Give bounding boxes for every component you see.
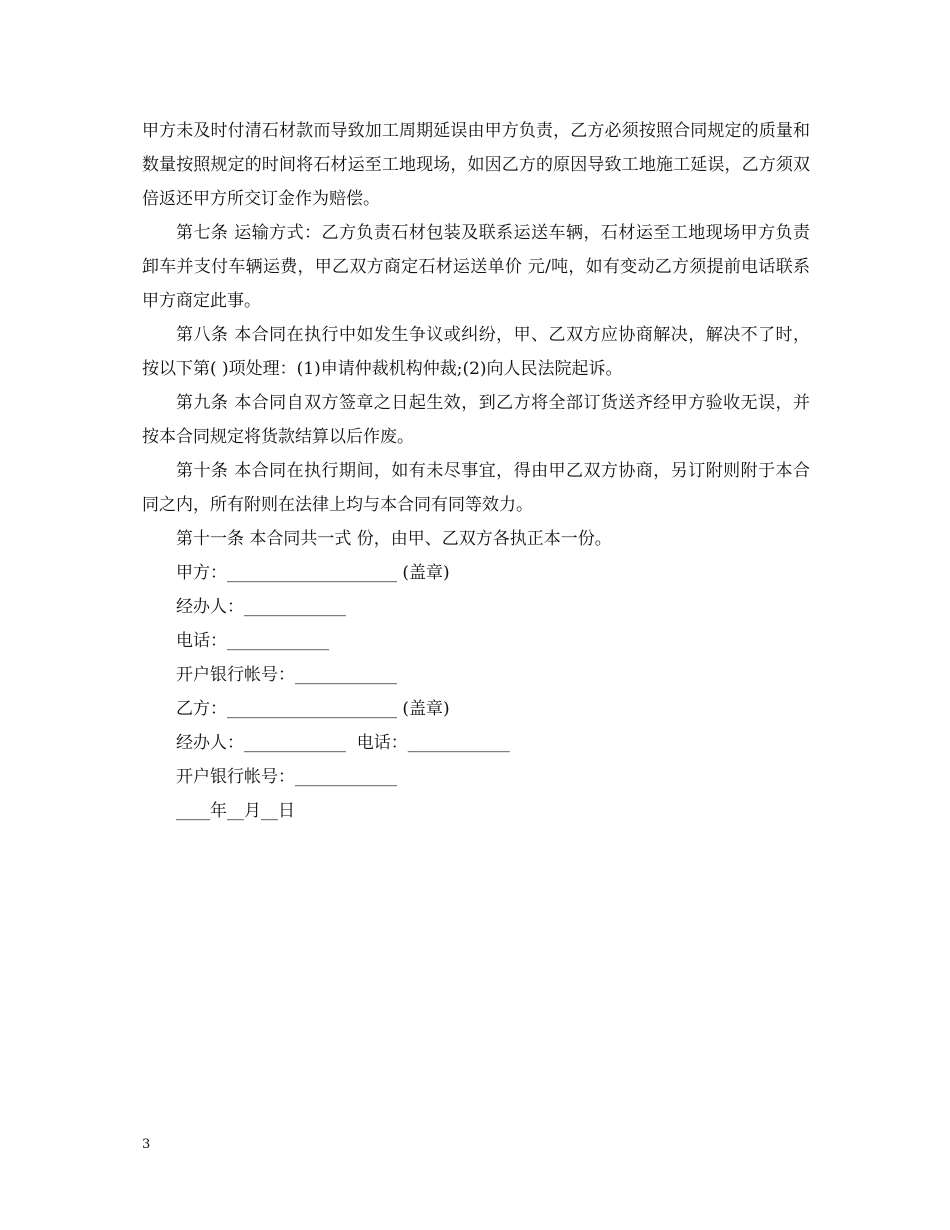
party-b-bank-account-field: 开户银行帐号：____________ [176,767,397,787]
paragraph-article-7: 第七条 运输方式：乙方负责石材包装及联系运送车辆，石材运至工地现场甲方负责卸车并支付车辆运费，甲乙双方商定石材运送单价 元/吨，如有变动乙方须提前电话联系甲方商定此事。 [142,223,810,311]
party-b-field: 乙方：____________________ (盖章) [176,699,450,719]
party-a-agent-field: 经办人：____________ [176,597,346,617]
paragraph-delay-liability: 甲方未及时付清石材款而导致加工周期延误由甲方负责，乙方必须按照合同规定的质量和数量按照规定的时间将石材运至工地现场，如因乙方的原因导致工地施工延误，乙方须双倍返还甲方所交订金作为赔偿。 [142,121,810,209]
page-number: 3 [142,1137,151,1152]
paragraph-article-10: 第十条 本合同在执行期间，如有未尽事宜，得由甲乙双方协商，另订附则附于本合同之内，所有附则在法律上均与本合同有同等效力。 [142,461,810,515]
paragraph-article-8: 第八条 本合同在执行中如发生争议或纠纷，甲、乙双方应协商解决，解决不了时，按以下第( )项处理：(1)申请仲裁机构仲裁;(2)向人民法院起诉。 [142,325,810,379]
contract-body [142,114,810,828]
date-field: ____年__月__日 [176,801,295,821]
party-b-agent-phone-field: 经办人：____________ 电话：____________ [176,733,510,753]
paragraph-article-11: 第十一条 本合同共一式 份，由甲、乙双方各执正本一份。 [176,529,612,549]
paragraph-article-9: 第九条 本合同自双方签章之日起生效，到乙方将全部订货送齐经甲方验收无误，并按本合同规定将货款结算以后作废。 [142,393,810,447]
party-a-bank-account-field: 开户银行帐号：____________ [176,665,397,685]
party-a-field: 甲方：____________________ (盖章) [176,563,450,583]
party-a-phone-field: 电话：____________ [176,631,329,651]
